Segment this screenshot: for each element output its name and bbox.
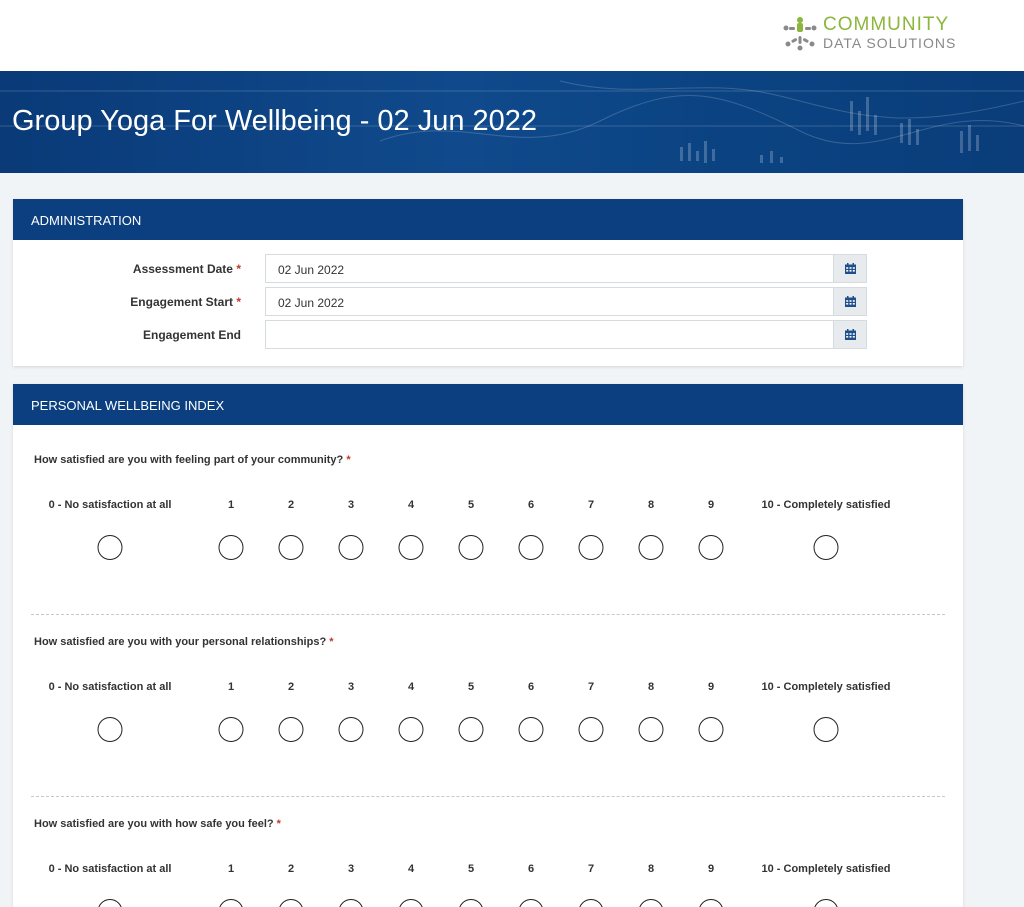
- question-text: [34, 454, 351, 466]
- calendar-icon: [845, 263, 856, 274]
- wellbeing-question: [13, 636, 963, 818]
- rating-radio-4[interactable]: [399, 899, 424, 907]
- rating-radio-10[interactable]: [814, 899, 839, 907]
- assessment-date-calendar-button[interactable]: [833, 254, 867, 283]
- question-label: How satisfied are you with how safe you feel?: [34, 818, 274, 830]
- engagement-start-calendar-button[interactable]: [833, 287, 867, 316]
- scale-label: 0 - No satisfaction at all: [48, 499, 172, 511]
- engagement-end-label-text: Engagement End: [142, 328, 241, 342]
- scale-label: 10 - Completely satisfied: [761, 863, 891, 875]
- scale-label: 8: [647, 681, 655, 693]
- rating-radio-1[interactable]: [219, 899, 244, 907]
- logo-text-secondary: DATA SOLUTIONS: [823, 35, 957, 51]
- rating-radio-5[interactable]: [459, 535, 484, 560]
- engagement-end-calendar-button[interactable]: [833, 320, 867, 349]
- scale-label: 2: [287, 863, 295, 875]
- rating-radio-7[interactable]: [579, 899, 604, 907]
- assessment-date-input[interactable]: 02 Jun 2022: [265, 254, 833, 283]
- logo-text-primary: COMMUNITY: [823, 14, 950, 35]
- scale-label: 1: [227, 681, 235, 693]
- rating-radio-5[interactable]: [459, 899, 484, 907]
- required-marker: *: [236, 295, 241, 309]
- assessment-date-row: [13, 254, 963, 284]
- scale-label: 7: [587, 863, 595, 875]
- wellbeing-question: [13, 454, 963, 636]
- engagement-start-row: [13, 287, 963, 317]
- engagement-end-input[interactable]: [265, 320, 833, 349]
- scale-label: 6: [527, 863, 535, 875]
- rating-radio-8[interactable]: [639, 899, 664, 907]
- question-text: [34, 818, 281, 830]
- rating-radio-8[interactable]: [639, 717, 664, 742]
- required-marker: *: [346, 454, 351, 466]
- personal-wellbeing-panel: [13, 384, 963, 907]
- rating-radio-3[interactable]: [339, 717, 364, 742]
- rating-radio-3[interactable]: [339, 899, 364, 907]
- scale-label: 3: [347, 681, 355, 693]
- engagement-end-row: [13, 320, 963, 350]
- rating-radio-3[interactable]: [339, 535, 364, 560]
- assessment-date-label: [133, 262, 241, 276]
- calendar-icon: [845, 296, 856, 307]
- rating-radio-0[interactable]: [98, 899, 123, 907]
- rating-radio-7[interactable]: [579, 717, 604, 742]
- scale-label: 1: [227, 499, 235, 511]
- rating-radio-0[interactable]: [98, 535, 123, 560]
- logo-mark-icon: [780, 14, 820, 54]
- scale-label: 0 - No satisfaction at all: [48, 681, 172, 693]
- scale-label: 3: [347, 499, 355, 511]
- rating-radio-7[interactable]: [579, 535, 604, 560]
- scale-label: 5: [467, 681, 475, 693]
- top-bar: [0, 0, 1024, 71]
- calendar-icon: [845, 329, 856, 340]
- question-divider: [31, 614, 945, 615]
- rating-radio-1[interactable]: [219, 535, 244, 560]
- scale-label: 5: [467, 499, 475, 511]
- rating-radio-2[interactable]: [279, 535, 304, 560]
- administration-panel: [13, 199, 963, 366]
- rating-radio-8[interactable]: [639, 535, 664, 560]
- scale-label: 2: [287, 499, 295, 511]
- engagement-start-label-text: Engagement Start: [130, 295, 233, 309]
- required-marker: *: [236, 262, 241, 276]
- scale-label: 9: [707, 863, 715, 875]
- rating-radio-1[interactable]: [219, 717, 244, 742]
- scale-label: 8: [647, 863, 655, 875]
- scale-label: 8: [647, 499, 655, 511]
- scale-label: 1: [227, 863, 235, 875]
- scale-label: 2: [287, 681, 295, 693]
- rating-radio-6[interactable]: [519, 535, 544, 560]
- scale-label: 4: [407, 499, 415, 511]
- scale-label: 6: [527, 681, 535, 693]
- rating-radio-4[interactable]: [399, 717, 424, 742]
- question-label: How satisfied are you with your personal relationships?: [34, 636, 327, 648]
- scale-label: 10 - Completely satisfied: [761, 681, 891, 693]
- rating-radio-5[interactable]: [459, 717, 484, 742]
- rating-radio-2[interactable]: [279, 899, 304, 907]
- required-marker: *: [329, 636, 334, 648]
- wellbeing-question: [13, 818, 963, 907]
- administration-heading: ADMINISTRATION: [13, 199, 963, 240]
- rating-radio-4[interactable]: [399, 535, 424, 560]
- scale-label: 9: [707, 499, 715, 511]
- rating-radio-9[interactable]: [699, 899, 724, 907]
- scale-label: 9: [707, 681, 715, 693]
- assessment-date-label-text: Assessment Date: [132, 262, 233, 276]
- scale-label: 3: [347, 863, 355, 875]
- scale-label: 4: [407, 681, 415, 693]
- rating-radio-6[interactable]: [519, 899, 544, 907]
- question-text: [34, 636, 334, 648]
- rating-radio-10[interactable]: [814, 717, 839, 742]
- page-banner: [0, 71, 1024, 173]
- rating-radio-2[interactable]: [279, 717, 304, 742]
- wellbeing-heading: PERSONAL WELLBEING INDEX: [13, 384, 963, 425]
- community-data-solutions-logo[interactable]: [780, 14, 970, 54]
- rating-radio-6[interactable]: [519, 717, 544, 742]
- engagement-end-label: [143, 328, 241, 342]
- rating-radio-0[interactable]: [98, 717, 123, 742]
- rating-radio-9[interactable]: [699, 717, 724, 742]
- page-title: Group Yoga For Wellbeing - 02 Jun 2022: [12, 105, 538, 137]
- scale-label: 10 - Completely satisfied: [761, 499, 891, 511]
- rating-radio-10[interactable]: [814, 535, 839, 560]
- scale-label: 5: [467, 863, 475, 875]
- required-marker: *: [276, 818, 281, 830]
- scale-label: 7: [587, 499, 595, 511]
- question-divider: [31, 796, 945, 797]
- scale-label: 6: [527, 499, 535, 511]
- scale-label: 7: [587, 681, 595, 693]
- scale-label: 4: [407, 863, 415, 875]
- engagement-start-label: [130, 295, 241, 309]
- scale-label: 0 - No satisfaction at all: [48, 863, 172, 875]
- question-label: How satisfied are you with feeling part of your community?: [34, 454, 344, 466]
- engagement-start-input[interactable]: 02 Jun 2022: [265, 287, 833, 316]
- rating-radio-9[interactable]: [699, 535, 724, 560]
